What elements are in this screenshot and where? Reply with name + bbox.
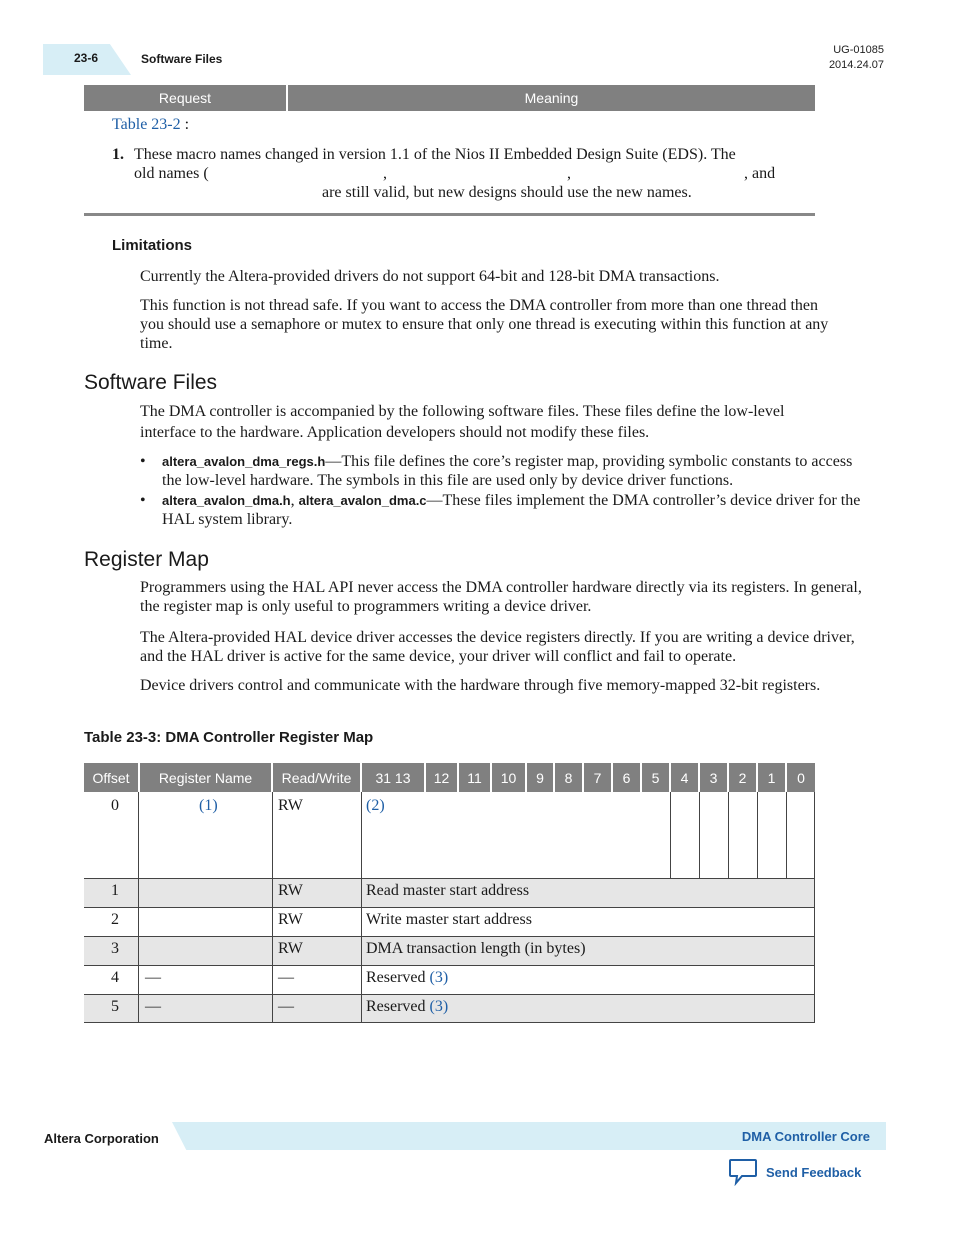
reserved-note-link[interactable]: (3) (429, 969, 449, 986)
col-bit-2: 2 (729, 763, 756, 792)
col-bit-4: 4 (671, 763, 698, 792)
register-map-paragraph-1: Programmers using the HAL API never access the DMA controller hardware directly via its registers. In general, the register map is only useful to programmers writing a device driver. (140, 579, 862, 615)
col-meaning: Meaning (288, 85, 815, 111)
file-name-c: altera_avalon_dma.c (298, 493, 427, 508)
table-row-offset: 3 (111, 940, 119, 957)
table-note-reference: Table 23-2 : (112, 116, 190, 133)
footer-doc-title-link[interactable]: DMA Controller Core (741, 1129, 870, 1144)
table-row-rw: RW (278, 882, 303, 899)
table-row-offset: 1 (111, 882, 119, 899)
table-23-2-link[interactable]: Table 23-2 (112, 116, 181, 133)
table-row-description: Reserved (3) (366, 998, 449, 1015)
table-row-rw: — (278, 969, 294, 986)
table-row-description: Write master start address (366, 911, 532, 928)
limitations-paragraph-2: This function is not thread safe. If you want to access the DMA controller from more than one thread then you should use a semaphore or mutex to ensure that only one thread is executing within this function at any time. (140, 297, 829, 352)
bullet-icon: • (140, 453, 146, 470)
col-offset: Offset (84, 763, 138, 792)
table-row-description: Reserved (3) (366, 969, 449, 986)
software-files-intro: The DMA controller is accompanied by the following software files. These files define the low-level interface to the hardware. Application developers should not modify these files. (140, 403, 785, 441)
col-bit-7: 7 (584, 763, 611, 792)
table-row-name: — (145, 969, 161, 986)
send-feedback-link[interactable] (728, 1158, 861, 1186)
col-bit-10: 10 (492, 763, 525, 792)
table-row-rw: RW (278, 797, 303, 814)
file-name-regs: altera_avalon_dma_regs.h (162, 454, 326, 469)
col-bit-12: 12 (426, 763, 457, 792)
table-row-shade (84, 994, 815, 1022)
table-row-offset: 2 (111, 911, 119, 928)
table-row-offset: 0 (111, 797, 119, 814)
note-line-2: old names ( , , , and (134, 165, 776, 182)
software-files-heading: Software Files (84, 371, 218, 394)
col-bit-5: 5 (642, 763, 669, 792)
request-table-header (84, 85, 815, 111)
note-line-1: These macro names changed in version 1.1 of the Nios II Embedded Design Suite (EDS). The (134, 146, 736, 163)
table-row-rw: RW (278, 911, 303, 928)
col-bit-3: 3 (700, 763, 727, 792)
col-bit-1: 1 (758, 763, 785, 792)
bullet-icon: • (140, 492, 146, 509)
col-bits-31-13: 31 13 (362, 763, 424, 792)
page-number: 23-6 (74, 51, 99, 65)
send-feedback-label: Send Feedback (766, 1164, 862, 1180)
speech-bubble-icon (728, 1158, 758, 1186)
col-bit-9: 9 (527, 763, 553, 792)
table-row-offset: 4 (111, 969, 119, 986)
col-read-write: Read/Write (273, 763, 360, 792)
doc-id: UG-01085 (833, 44, 884, 56)
limitations-paragraph-1: Currently the Altera-provided drivers do not support 64-bit and 128-bit DMA transactions. (140, 268, 720, 285)
register-map-paragraph-3: Device drivers control and communicate with the hardware through five memory-mapped 32-bit registers. (140, 677, 821, 694)
col-request: Request (84, 85, 286, 111)
table-caption: Table 23-3: DMA Controller Register Map (84, 729, 374, 746)
col-register-name: Register Name (140, 763, 271, 792)
doc-date: 2014.24.07 (828, 59, 884, 71)
note-line-3: are still valid, but new designs should use the new names. (322, 184, 692, 201)
reserved-note-link[interactable]: (3) (429, 998, 449, 1015)
table-row-description: DMA transaction length (in bytes) (366, 940, 586, 957)
register-name-note-link[interactable]: (1) (199, 797, 218, 814)
limitations-heading: Limitations (112, 237, 193, 254)
col-bit-8: 8 (555, 763, 582, 792)
document-meta (829, 43, 884, 73)
register-desc-note-link[interactable]: (2) (366, 797, 385, 814)
table-row-offset: 5 (111, 998, 119, 1015)
table-row-rw: — (278, 998, 294, 1015)
register-map-heading: Register Map (84, 548, 209, 571)
table-row-description: Read master start address (366, 882, 530, 899)
note-number: 1. (112, 146, 124, 163)
table-row-rw: RW (278, 940, 303, 957)
footer-company: Altera Corporation (44, 1131, 159, 1146)
col-bit-0: 0 (787, 763, 815, 792)
col-bit-6: 6 (613, 763, 640, 792)
table-row-name: — (145, 998, 161, 1015)
register-map-paragraph-2: The Altera-provided HAL device driver accesses the device registers directly. If you are writing a device driver, and the HAL driver is active for the same device, your driver will conflict and fail to operate. (140, 629, 855, 665)
col-bit-11: 11 (459, 763, 490, 792)
header-section-title: Software Files (141, 52, 223, 66)
table-bottom-rule (84, 213, 815, 216)
file-name-h: altera_avalon_dma.h (162, 493, 291, 508)
